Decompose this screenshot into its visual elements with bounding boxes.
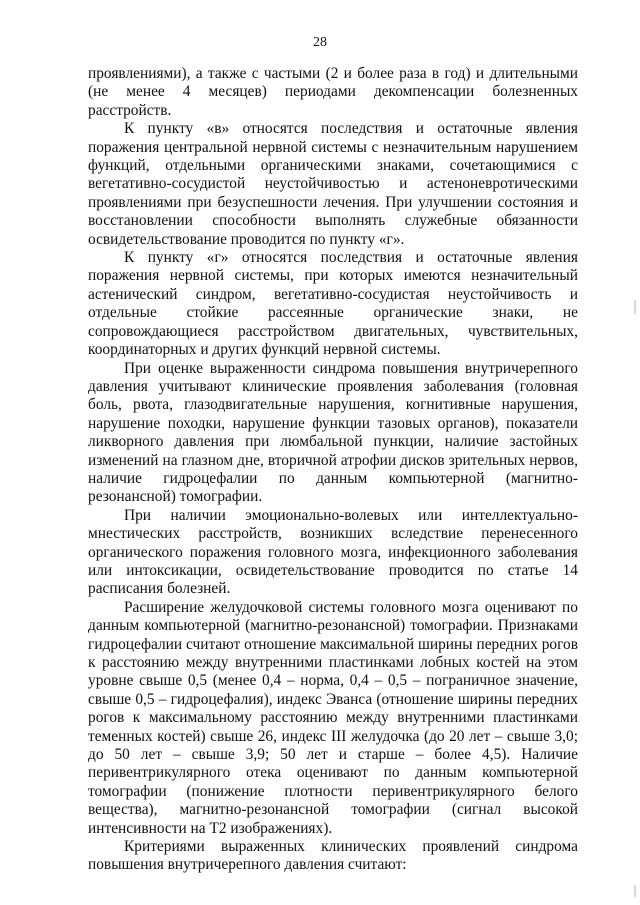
- scan-edge-mark: [634, 300, 636, 314]
- paragraph-hydrocephalus-criteria: Расширение желудочковой системы головного мозга оценивают по данным компьютерной (магнитно-резонансной) томографии. Признаками гидроцефалии считают отношение максимальной ширины передних рогов к расстоянию между внутренними пластинками лобных костей на этом уровне свыше 0,5 (менее 0,4 – норма, 0,4 – 0,5 – пограничное значение, свыше 0,5 – гидроцефалия), индекс Эванса (отношение ширины передних рогов к максимальному расстоянию между внутренними пластинками теменных костей) свыше 26, индекс III желудочка (до 20 лет – свыше 3,0; до 50 лет – свыше 3,9; 50 лет и старше – более 4,5). Наличие перивентрикулярного отека оценивают по данным компьютерной томографии (понижение плотности перивентрикулярного белого вещества), магнитно-резонансной томографии (сигнал высокой интенсивности на Т2 изображениях).: [88, 598, 578, 837]
- document-body: [88, 65, 578, 875]
- paragraph-intracranial-pressure: При оценке выраженности синдрома повышения внутричерепного давления учитывают клинические проявления заболевания (головная боль, рвота, глазодвигательные нарушения, когнитивные нарушения, нарушение походки, нарушение функции тазовых органов), показатели ликворного давления при люмбальной пункции, наличие застойных изменений на глазном дне, вторичной атрофии дисков зрительных нервов, наличие гидроцефалии по данным компьютерной (магнитно-резонансной) томографии.: [88, 359, 578, 506]
- paragraph-point-v: К пункту «в» относятся последствия и остаточные явления поражения центральной нервной системы с незначительным нарушением функций, отдельными органическими знаками, сочетающимися с вегетативно-сосудистой неустойчивостью и астеноневротическими проявлениями при безуспешности лечения. При улучшении состояния и восстановлении способности выполнять служебные обязанности освидетельствование проводится по пункту «г».: [88, 120, 578, 248]
- paragraph-criteria-intro: Критериями выраженных клинических проявлений синдрома повышения внутричерепного давления считают:: [88, 838, 578, 874]
- paragraph-emotional-disorders: При наличии эмоционально-волевых или интеллектуально-мнестических расстройств, возникших вследствие перенесенного органического поражения головного мозга, инфекционного заболевания или интоксикации, освидетельствование проводится по статье 14 расписания болезней.: [88, 506, 578, 598]
- page-number: 28: [313, 35, 327, 50]
- scan-edge-mark: [634, 885, 636, 897]
- paragraph-continuation: проявлениями), а также с частыми (2 и более раза в год) и длительными (не менее 4 месяцев) периодами декомпенсации болезненных расстройств.: [88, 65, 578, 119]
- paragraph-point-g: К пункту «г» относятся последствия и остаточные явления поражения нервной системы, при которых имеются незначительный астенический синдром, вегетативно-сосудистая неустойчивость и отдельные стойкие рассеянные органические знаки, не сопровождающиеся расстройством двигательных, чувствительных, координаторных и других функций нервной системы.: [88, 249, 578, 359]
